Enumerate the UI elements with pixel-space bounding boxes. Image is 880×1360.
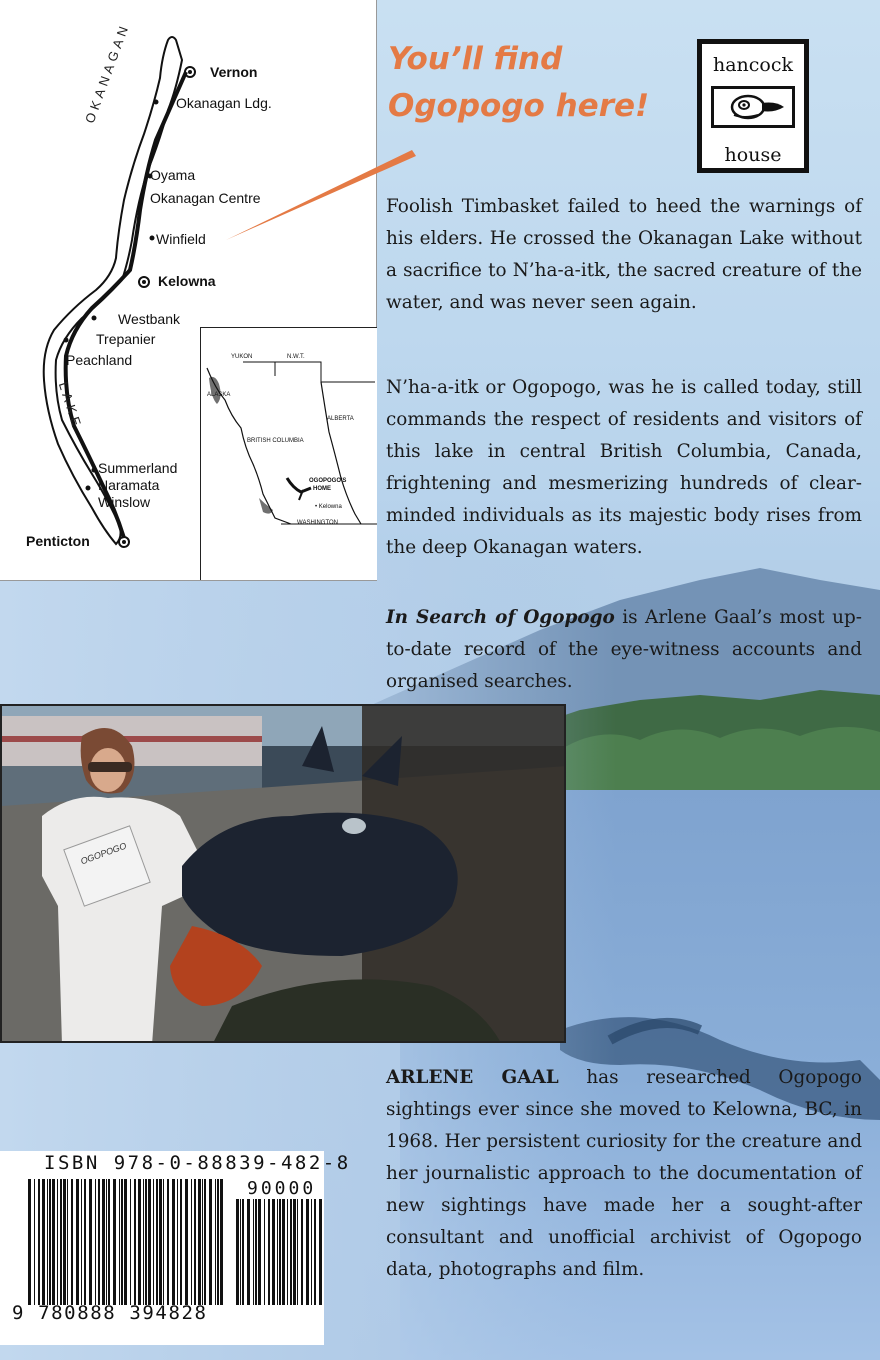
- barcode-bar: [209, 1179, 212, 1305]
- barcode-bar: [153, 1179, 154, 1305]
- barcode-bar: [81, 1179, 82, 1305]
- barcode-bar: [191, 1179, 192, 1305]
- barcode-bar: [148, 1179, 151, 1305]
- barcode-bar: [57, 1179, 58, 1305]
- map-label-kelowna: Kelowna: [158, 273, 216, 289]
- map-label-peachland: Peachland: [66, 352, 133, 368]
- barcode-bar: [185, 1179, 188, 1305]
- barcode-bar: [130, 1179, 131, 1305]
- barcode-bar: [255, 1199, 257, 1305]
- barcode-bar: [108, 1179, 110, 1305]
- inset-label-british-columbia: BRITISH COLUMBIA: [247, 438, 304, 444]
- barcode-bar: [306, 1199, 309, 1305]
- barcode-bar: [215, 1179, 216, 1305]
- logo-text-top: hancock: [712, 54, 794, 76]
- barcode-bar: [297, 1199, 298, 1305]
- barcode-bar: [76, 1179, 79, 1305]
- barcode-bar: [63, 1179, 66, 1305]
- publisher-logo: [697, 39, 809, 173]
- barcode-bar: [134, 1179, 136, 1305]
- paragraph-author-bio: [386, 1062, 862, 1286]
- logo-emblem: [711, 86, 795, 128]
- barcode-bar: [42, 1179, 45, 1305]
- barcode-bar: [119, 1179, 120, 1305]
- barcode-bar: [240, 1199, 241, 1305]
- barcode-bar: [163, 1179, 164, 1305]
- inset-label-nwt: N.W.T.: [287, 354, 305, 360]
- raven-icon: [714, 89, 792, 125]
- barcode-bar: [84, 1179, 86, 1305]
- barcode-bar: [314, 1199, 316, 1305]
- barcode-bar: [220, 1179, 223, 1305]
- paragraph-book: [386, 602, 862, 698]
- barcode-bar: [28, 1179, 31, 1305]
- barcode-bar: [124, 1179, 127, 1305]
- map-label-penticton: Penticton: [26, 533, 90, 549]
- map-label-okanagan-centre: Okanagan Centre: [150, 190, 261, 206]
- barcode-bar: [204, 1179, 206, 1305]
- barcode-bar: [177, 1179, 178, 1305]
- barcode-bar: [52, 1179, 55, 1305]
- map-label-lake: LAKE: [55, 380, 86, 432]
- magazine-text: OGOPOGO: [79, 840, 128, 867]
- barcode-bar: [60, 1179, 62, 1305]
- barcode-bar: [247, 1199, 250, 1305]
- author-bio-text: has researched Ogopogo sightings ever since she moved to Kelowna, BC, in 1968. Her persistent curiosity for the creature and her journalistic approach to the documentation of new sightings have made her a sought-after consultant and unofficial archivist of Ogopogo data, photographs and film.: [386, 1067, 863, 1280]
- isbn-text: ISBN 978-0-88839-482-8: [44, 1152, 351, 1174]
- map-label-okanagan-landing: Okanagan Ldg.: [176, 95, 272, 111]
- barcode-bar: [143, 1179, 144, 1305]
- map-label-winslow: Winslow: [98, 494, 151, 510]
- map-label-vernon: Vernon: [210, 64, 258, 80]
- barcode-bar: [287, 1199, 288, 1305]
- map-label-naramata: Naramata: [98, 477, 160, 493]
- barcode-bar: [121, 1179, 123, 1305]
- barcode-bar: [167, 1179, 169, 1305]
- barcode-bar: [293, 1199, 296, 1305]
- barcode-bar: [71, 1179, 73, 1305]
- inset-label-washington: WASHINGTON: [297, 520, 339, 526]
- barcode-bar: [49, 1179, 51, 1305]
- book-title: In Search of Ogopogo: [386, 607, 615, 628]
- price-code: 90000: [247, 1178, 317, 1199]
- map-label-oyama: Oyama: [150, 167, 196, 183]
- barcode-bar: [102, 1179, 105, 1305]
- barcode-bar: [242, 1199, 244, 1305]
- barcode-bar: [253, 1199, 254, 1305]
- barcode-bar: [272, 1199, 275, 1305]
- barcode-bar: [38, 1179, 40, 1305]
- map-label-okanagan: OKANAGAN: [82, 20, 133, 126]
- barcode-bar: [95, 1179, 96, 1305]
- author-photo: [0, 704, 566, 1043]
- barcode-digits: 9 780888 394828: [12, 1302, 208, 1324]
- barcode-bar: [67, 1179, 68, 1305]
- barcode-bar: [180, 1179, 182, 1305]
- barcode-bar: [172, 1179, 175, 1305]
- barcode-bar: [290, 1199, 292, 1305]
- paragraph-intro: Foolish Timbasket failed to heed the warnings of his elders. He crossed the Okanagan Lake without a sacrifice to N’ha-a-itk, the sacred creature of the water, and was never seen again.: [386, 196, 862, 313]
- barcode-bar: [47, 1179, 48, 1305]
- barcode-bar: [301, 1199, 303, 1305]
- barcode-bar: [258, 1199, 261, 1305]
- inset-label-ogopogos: OGOPOGO'S: [309, 478, 347, 484]
- inset-locator-map: [200, 327, 377, 580]
- bc-outline-drawing: [201, 328, 377, 580]
- headline-line-1: You’ll find: [388, 41, 563, 77]
- barcode-bar: [98, 1179, 100, 1305]
- barcode-bar: [145, 1179, 147, 1305]
- paragraph-ogopogo: N’ha-a-itk or Ogopogo, was he is called today, still commands the respect of residents and visitors of this lake in central British Columbia, Canada, frightening and mesmerizing hundreds of clear-minded individuals as its majestic body rises from the deep Okanagan waters.: [386, 377, 862, 558]
- inset-label-yukon: YUKON: [231, 354, 253, 360]
- headline: [388, 36, 688, 130]
- logo-text-bottom: house: [724, 144, 782, 166]
- author-name: ARLENE GAAL: [386, 1067, 559, 1088]
- barcode-bar: [89, 1179, 92, 1305]
- map-label-westbank: Westbank: [118, 311, 180, 327]
- barcode-bar: [217, 1179, 219, 1305]
- barcode-bar: [311, 1199, 312, 1305]
- barcode-bar: [277, 1199, 278, 1305]
- headline-line-2: Ogopogo here!: [388, 88, 650, 124]
- barcode-bar: [202, 1179, 203, 1305]
- inset-label-kelowna: • Kelowna: [315, 504, 342, 510]
- barcode-bar: [319, 1199, 322, 1305]
- barcode-bar: [198, 1179, 201, 1305]
- barcode-bar: [279, 1199, 281, 1305]
- author-with-statue-image: [2, 706, 566, 1043]
- barcode-bar: [194, 1179, 196, 1305]
- barcode-bar: [106, 1179, 107, 1305]
- barcode-bar: [138, 1179, 141, 1305]
- book-description: is Arlene Gaal’s most up-to-date record of the eye-witness accounts and organised searches.: [386, 607, 862, 692]
- barcode-bar: [264, 1199, 265, 1305]
- inset-label-alaska: ALASKA: [207, 392, 231, 398]
- barcode-bar: [34, 1179, 35, 1305]
- inset-label-home: HOME: [313, 486, 331, 492]
- barcode-bar: [159, 1179, 162, 1305]
- barcode-bar: [282, 1199, 285, 1305]
- map-label-summerland: Summerland: [98, 460, 178, 476]
- barcode-bar: [113, 1179, 116, 1305]
- barcode-bar: [268, 1199, 270, 1305]
- map-label-winfield: Winfield: [156, 231, 206, 247]
- barcode-bar: [156, 1179, 158, 1305]
- map-label-trepanier: Trepanier: [96, 331, 156, 347]
- inset-label-alberta: ALBERTA: [327, 416, 354, 422]
- barcode-bar: [236, 1199, 239, 1305]
